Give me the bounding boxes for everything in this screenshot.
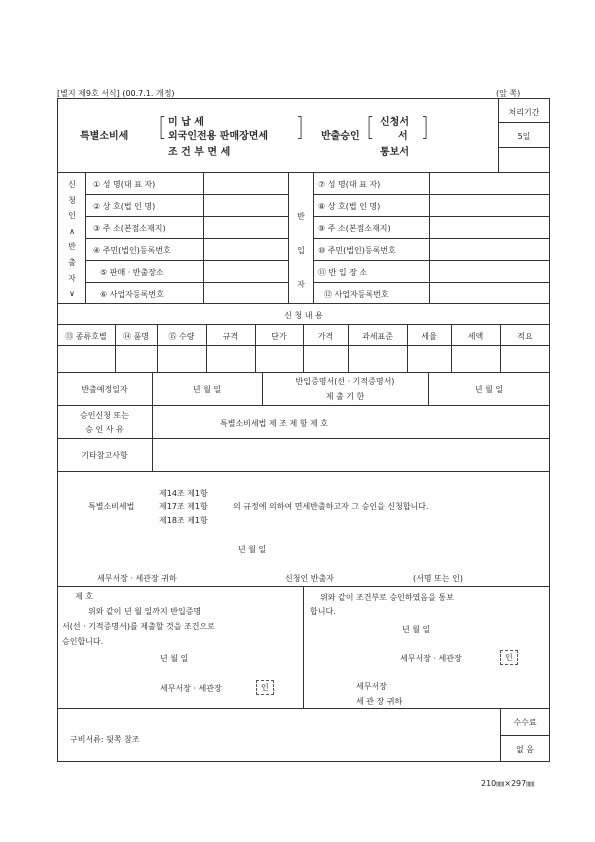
receiver-field-company: ⑧ 상 호(법 인 명)	[318, 202, 381, 211]
col-item: ⑭ 품명	[123, 332, 149, 341]
approval-date: 년 월 일	[160, 654, 189, 663]
declaration-text: 의 규정에 의하여 면세반출하고자 그 승인을 신청합니다.	[233, 502, 429, 511]
col-unit-price: 단가	[271, 332, 287, 341]
declaration-date: 년 월 일	[238, 545, 267, 554]
certificate-deadline-label: 제 출 기 한	[325, 392, 365, 401]
applicant-side-label: 신 청 인 ∧ 반 출 자 ∨	[68, 180, 76, 299]
page-side: (앞 쪽)	[496, 89, 521, 98]
certificate-deadline-value: 년 월 일	[474, 385, 504, 394]
title-option-3: 조 건 부 면 세	[168, 147, 231, 158]
paper-size: 210㎜×297㎜	[481, 779, 535, 788]
approval-number: 제 호	[75, 592, 93, 601]
notice-signer: 세무서장 · 세관장	[400, 654, 462, 663]
receiver-side-label: 반 입 자	[297, 212, 305, 289]
notice-date: 년 월 일	[402, 625, 431, 634]
col-tax-amount: 세액	[467, 332, 484, 341]
doc-bracket-left: ┌ │ └	[366, 112, 373, 145]
declaration-article-2: 제17조 제1항	[159, 502, 208, 511]
applicant-field-regno: ④ 주민(법인)등록번호	[93, 246, 171, 255]
applicant-field-place: ⑤ 판매 · 반출장소	[100, 268, 164, 277]
col-tax-base: 과세표준	[362, 332, 393, 341]
title-bracket-right: ┐ │ ┘	[298, 112, 305, 145]
certificate-label: 반입증명서(선 · 기적증명서)	[295, 377, 395, 386]
col-tax-rate: 세율	[421, 332, 437, 341]
fee-value: 없 음	[516, 745, 534, 754]
title-option-2: 외국인전용 판매장면세	[168, 131, 269, 142]
declaration-addressee: 세무서장 · 세관장 귀하	[97, 574, 177, 583]
doc-bracket-right: ┐ │ ┘	[423, 112, 430, 145]
notice-seal: 인	[500, 650, 518, 665]
declaration-signer: 신청인 반출자	[285, 574, 334, 583]
col-remarks: 적요	[517, 332, 533, 341]
approval-text-3: 승인합니다.	[62, 637, 104, 646]
notice-text-2: 합니다.	[310, 607, 336, 616]
reason-value: 특별소비세법 제 조 제 항 제 호	[220, 419, 328, 428]
col-qty: ⑮ 수량	[168, 332, 195, 341]
declaration-article-3: 제18조 제1항	[159, 516, 208, 525]
applicant-field-bizno: ⑥ 사업자등록번호	[100, 290, 164, 299]
col-type: ⑬ 종류호별	[65, 332, 107, 341]
receiver-field-regno: ⑩ 주민(법인)등록번호	[318, 246, 396, 255]
title-part1: 특별소비세	[80, 131, 129, 142]
declaration-article-1: 제14조 제1항	[159, 489, 208, 498]
notice-addressee-1: 세무서장	[356, 682, 387, 691]
applicant-field-company: ② 상 호(법 인 명)	[93, 202, 156, 211]
approval-signer: 세무서장 · 세관장	[160, 684, 222, 693]
declaration-sign-note: (서명 또는 인)	[413, 574, 463, 583]
applicant-field-address: ③ 주 소(본점소재지)	[93, 224, 166, 233]
required-documents: 구비서류: 뒷쪽 참조	[70, 735, 140, 744]
approval-seal: 인	[256, 680, 274, 695]
receiver-field-name: ⑦ 성 명(대 표 자)	[318, 180, 381, 189]
reason-label-2: 승 인 사 유	[85, 425, 124, 434]
receiver-field-place: ⑪ 반 입 장 소	[318, 268, 368, 277]
processing-period-label: 처리기간	[508, 108, 540, 117]
applicant-field-name: ① 성 명(대 표 자)	[93, 180, 156, 189]
doc-option-3: 통보서	[380, 147, 409, 158]
other-label: 기타참고사항	[81, 451, 128, 460]
col-spec: 규격	[222, 332, 239, 341]
title-option-1: 미 납 세	[168, 117, 204, 128]
fee-label: 수수료	[513, 718, 537, 727]
approval-text-2: 서(선 · 기적증명서)를 제출할 것을 조건으로	[62, 622, 215, 631]
details-title: 신 청 내 용	[284, 311, 323, 320]
export-date-label: 반출예정일자	[81, 385, 128, 394]
notice-addressee-2: 세 관 장 귀하	[356, 697, 403, 706]
receiver-field-bizno: ⑫ 사업자등록번호	[324, 290, 389, 299]
export-date-value: 년 월 일	[192, 385, 222, 394]
reason-label-1: 승인신청 또는	[80, 411, 129, 420]
doc-option-2: 서	[398, 131, 408, 142]
approval-text-1: 위와 같이 년 월 일까지 반입증명	[88, 607, 202, 616]
notice-text-1: 위와 같이 조건부로 승인하였음을 통보	[320, 593, 454, 602]
title-bracket-left: ┌ │ └	[158, 112, 165, 145]
form-number: [별지 제9호 서식] (00.7.1. 개정)	[57, 89, 175, 98]
receiver-field-address: ⑨ 주 소(본점소재지)	[318, 224, 391, 233]
title-part2: 반출승인	[321, 131, 360, 142]
processing-period-value: 5일	[517, 132, 531, 141]
doc-option-1: 신청서	[380, 117, 409, 128]
declaration-prefix: 특별소비세법	[88, 502, 135, 511]
col-price: 가격	[317, 332, 334, 341]
